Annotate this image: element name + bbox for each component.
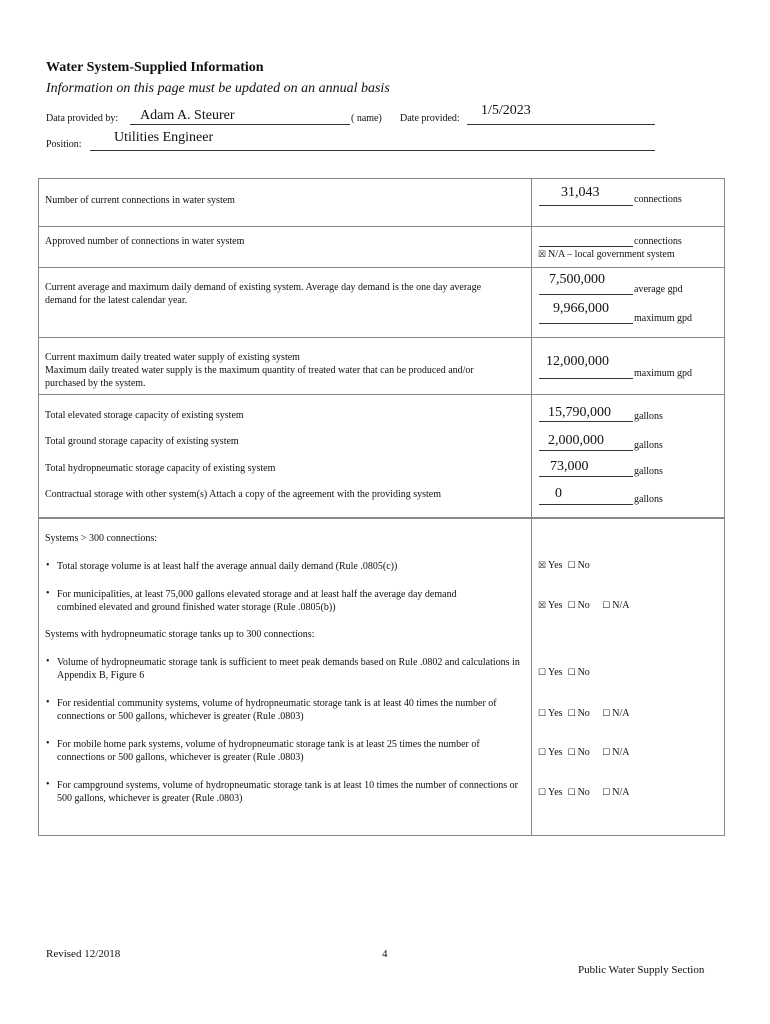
item-1-na-checkbox[interactable]: ☐ <box>602 600 611 610</box>
name-label: ( name) <box>351 113 382 124</box>
hydro-unit: gallons <box>634 466 663 477</box>
item-2-options <box>538 667 590 678</box>
item-5-yes-checkbox[interactable]: ☐ <box>538 787 547 797</box>
demand-avg-line <box>539 294 633 295</box>
item-2-yes-checkbox[interactable]: ☐ <box>538 667 547 677</box>
approved-na-option[interactable] <box>538 249 675 260</box>
na-label: N/A <box>612 708 630 719</box>
bullet: • <box>46 656 50 667</box>
connections-value[interactable]: 31,043 <box>561 185 600 200</box>
item-4-yes-checkbox[interactable]: ☐ <box>538 747 547 757</box>
demand-max-line <box>539 323 633 324</box>
item-2-no-checkbox[interactable]: ☐ <box>567 667 576 677</box>
revised-date: Revised 12/2018 <box>46 948 121 960</box>
no-label: No <box>577 600 590 611</box>
item-5-no-checkbox[interactable]: ☐ <box>567 787 576 797</box>
yes-label: Yes <box>548 667 563 678</box>
item-1-options <box>538 600 630 611</box>
treated-label-1: Current maximum daily treated water supply of existing system <box>45 352 300 363</box>
row-divider <box>38 267 725 268</box>
ground-line <box>539 450 633 451</box>
yes-label: Yes <box>548 787 563 798</box>
yes-label: Yes <box>548 708 563 719</box>
item-4-na-checkbox[interactable]: ☐ <box>602 747 611 757</box>
item-1-no-checkbox[interactable]: ☐ <box>567 600 576 610</box>
date-label: Date provided: <box>400 113 460 124</box>
system-item-text: Total storage volume is at least half the average annual daily demand (Rule .0805(c)) <box>57 561 398 572</box>
item-3-yes-checkbox[interactable]: ☐ <box>538 708 547 718</box>
na-label: N/A <box>612 787 630 798</box>
item-0-options <box>538 560 590 571</box>
no-label: No <box>577 708 590 719</box>
item-0-yes-checkbox[interactable]: ☒ <box>538 560 547 570</box>
treated-line <box>539 378 633 379</box>
no-label: No <box>577 560 590 571</box>
section-name: Public Water Supply Section <box>578 964 705 976</box>
item-0-no-checkbox[interactable]: ☐ <box>567 560 576 570</box>
position-label: Position: <box>46 139 82 150</box>
bullet: • <box>46 697 50 708</box>
bullet: • <box>46 588 50 599</box>
page-subtitle: Information on this page must be updated on an annual basis <box>46 81 390 96</box>
hydro-line <box>539 476 633 477</box>
hydro-label: Total hydropneumatic storage capacity of existing system <box>45 463 276 474</box>
yes-label: Yes <box>548 747 563 758</box>
page-title: Water System-Supplied Information <box>46 60 264 75</box>
position-line <box>90 150 655 151</box>
treated-unit: maximum gpd <box>634 368 693 379</box>
bullet: • <box>46 738 50 749</box>
connections-unit: connections <box>634 194 682 205</box>
yes-label: Yes <box>548 560 563 571</box>
ground-value[interactable]: 2,000,000 <box>548 433 604 448</box>
info-table-divider <box>531 178 532 518</box>
connections-line <box>539 205 633 206</box>
hydro-value[interactable]: 73,000 <box>550 459 589 474</box>
position-value[interactable]: Utilities Engineer <box>114 130 214 145</box>
item-1-yes-checkbox[interactable]: ☒ <box>538 600 547 610</box>
item-3-no-checkbox[interactable]: ☐ <box>567 708 576 718</box>
elevated-label: Total elevated storage capacity of existing system <box>45 410 244 421</box>
item-5-na-checkbox[interactable]: ☐ <box>602 787 611 797</box>
na-label: N/A <box>612 747 630 758</box>
system-item-text: Volume of hydropneumatic storage tank is sufficient to meet peak demands based on Rule .0802 and calculations in Appendix B, Figure 6 <box>57 657 520 681</box>
ground-unit: gallons <box>634 440 663 451</box>
treated-label-2: Maximum daily treated water supply is the maximum quantity of treated water that can be produced and/or purchased by the system. <box>45 365 474 389</box>
demand-avg-unit: average gpd <box>634 284 683 295</box>
provided-by-label: Data provided by: <box>46 113 119 124</box>
approved-unit: connections <box>634 236 682 247</box>
row-divider <box>38 337 725 338</box>
approved-na-text: N/A – local government system <box>548 249 675 260</box>
contractual-line <box>539 504 633 505</box>
item-5-options <box>538 787 630 798</box>
demand-max-value[interactable]: 9,966,000 <box>553 301 609 316</box>
systems-table-divider <box>531 518 532 836</box>
item-4-options <box>538 747 630 758</box>
date-line <box>467 124 655 125</box>
item-3-na-checkbox[interactable]: ☐ <box>602 708 611 718</box>
contractual-label: Contractual storage with other system(s) Attach a copy of the agreement with the providing system <box>45 489 442 500</box>
row-divider <box>38 226 725 227</box>
connections-label: Number of current connections in water system <box>45 195 235 206</box>
provided-by-line <box>130 124 350 125</box>
elevated-line <box>539 421 633 422</box>
approved-na-checkbox[interactable]: ☒ <box>538 249 547 259</box>
bullet: • <box>46 560 50 571</box>
demand-label: Current average and maximum daily demand of existing system. Average day demand is the one day average demand for the latest calendar year. <box>45 282 482 306</box>
contractual-unit: gallons <box>634 494 663 505</box>
treated-value[interactable]: 12,000,000 <box>546 354 609 369</box>
systems-small-heading: Systems with hydropneumatic storage tanks up to 300 connections: <box>45 629 315 640</box>
elevated-unit: gallons <box>634 411 663 422</box>
provided-by-value[interactable]: Adam A. Steurer <box>140 108 235 123</box>
date-value[interactable]: 1/5/2023 <box>481 103 531 118</box>
contractual-value[interactable]: 0 <box>555 486 562 501</box>
system-item-text: For campground systems, volume of hydropneumatic storage tank is at least 10 times the number of connections or 500 gallons, whichever is greater (Rule .0803) <box>57 780 519 804</box>
system-item-text: For mobile home park systems, volume of hydropneumatic storage tank is at least 25 times the number of connections or 500 gallons, whichever is greater (Rule .0803) <box>57 739 480 763</box>
system-item-text: For residential community systems, volume of hydropneumatic storage tank is at least 40 times the number of connections or 500 gallons, whichever is greater (Rule .0803) <box>57 698 497 722</box>
no-label: No <box>577 787 590 798</box>
item-4-no-checkbox[interactable]: ☐ <box>567 747 576 757</box>
systems-large-heading: Systems > 300 connections: <box>45 533 158 544</box>
bullet: • <box>46 779 50 790</box>
page-number: 4 <box>382 948 388 960</box>
na-label: N/A <box>612 600 630 611</box>
demand-max-unit: maximum gpd <box>634 313 693 324</box>
system-item-text: For municipalities, at least 75,000 gallons elevated storage and at least half the average day demand combined elevated and ground finished water storage (Rule .0805(b)) <box>57 589 457 613</box>
row-divider <box>38 394 725 395</box>
demand-avg-value[interactable]: 7,500,000 <box>549 272 605 287</box>
yes-label: Yes <box>548 600 563 611</box>
ground-label: Total ground storage capacity of existing system <box>45 436 239 447</box>
item-3-options <box>538 708 630 719</box>
elevated-value[interactable]: 15,790,000 <box>548 405 611 420</box>
no-label: No <box>577 667 590 678</box>
approved-label: Approved number of connections in water system <box>45 236 245 247</box>
no-label: No <box>577 747 590 758</box>
approved-line <box>539 246 633 247</box>
